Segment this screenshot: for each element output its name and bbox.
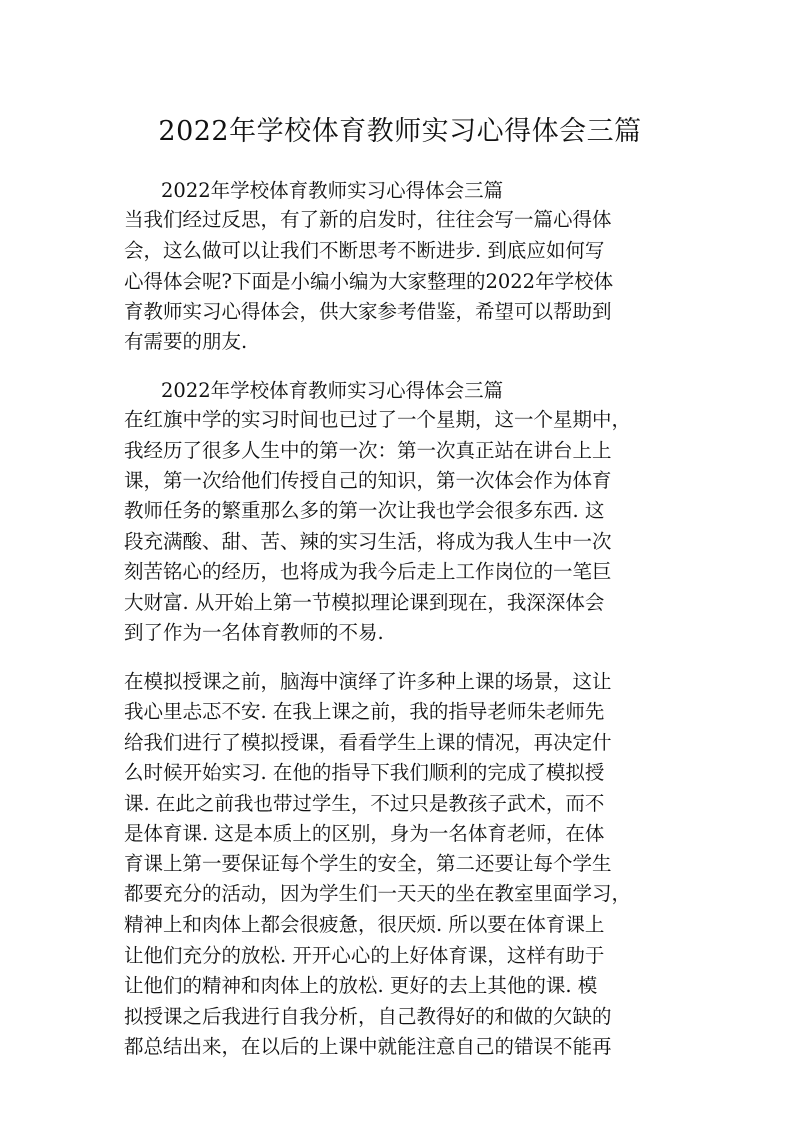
- intro-heading-line: 2022年学校体育教师实习心得体会三篇: [161, 179, 504, 202]
- text-line: 我经历了很多人生中的第一次：第一次真正站在讲台上上: [124, 439, 612, 462]
- document-title: 2022年学校体育教师实习心得体会三篇: [158, 116, 642, 147]
- text-line: 大财富. 从开始上第一节模拟理论课到现在，我深深体会: [124, 591, 605, 614]
- text-line: 当我们经过反思，有了新的启发时，往往会写一篇心得体: [124, 208, 612, 231]
- text-line: 么时候开始实习. 在他的指导下我们顺利的完成了模拟授: [124, 761, 605, 784]
- text-line: 段充满酸、甜、苦、辣的实习生活，将成为我人生中一次: [124, 530, 612, 553]
- text-line: 育教师实习心得体会，供大家参考借鉴，希望可以帮助到: [124, 300, 612, 323]
- text-line: 育课上第一要保证每个学生的安全，第二还要让每个学生: [124, 852, 612, 875]
- text-line: 在红旗中学的实习时间也已过了一个星期，这一个星期中，: [124, 408, 632, 431]
- text-line: 有需要的朋友.: [124, 330, 248, 353]
- text-line: 课，第一次给他们传授自己的知识，第一次体会作为体育: [124, 469, 612, 492]
- text-line: 课. 在此之前我也带过学生，不过只是教孩子武术，而不: [124, 792, 605, 815]
- text-line: 教师任务的繁重那么多的第一次让我也学会很多东西. 这: [124, 499, 605, 522]
- text-line: 让他们的精神和肉体上的放松. 更好的去上其他的课. 模: [124, 974, 598, 997]
- text-line: 精神上和肉体上都会很疲惫，很厌烦. 所以要在体育课上: [124, 913, 605, 936]
- section-heading-line: 2022年学校体育教师实习心得体会三篇: [161, 379, 504, 402]
- text-line: 在模拟授课之前，脑海中演绎了许多种上课的场景，这让: [124, 670, 612, 693]
- text-line: 我心里忐忑不安. 在我上课之前，我的指导老师朱老师先: [124, 700, 605, 723]
- text-line: 到了作为一名体育教师的不易.: [124, 621, 384, 644]
- text-line: 会，这么做可以让我们不断思考不断进步. 到底应如何写: [124, 239, 605, 262]
- text-line: 是体育课. 这是本质上的区别，身为一名体育老师，在体: [124, 822, 605, 845]
- text-line: 都总结出来，在以后的上课中就能注意自己的错误不能再: [124, 1035, 612, 1058]
- text-line: 拟授课之后我进行自我分析，自己教得好的和做的欠缺的: [124, 1005, 612, 1028]
- text-line: 让他们充分的放松. 开开心心的上好体育课，这样有助于: [124, 944, 605, 967]
- text-line: 刻苦铭心的经历，也将成为我今后走上工作岗位的一笔巨: [124, 560, 612, 583]
- text-line: 都要充分的活动，因为学生们一天天的坐在教室里面学习，: [124, 882, 632, 905]
- text-line: 给我们进行了模拟授课，看看学生上课的情况，再决定什: [124, 731, 612, 754]
- text-line: 心得体会呢?下面是小编小编为大家整理的2022年学校体: [124, 270, 614, 293]
